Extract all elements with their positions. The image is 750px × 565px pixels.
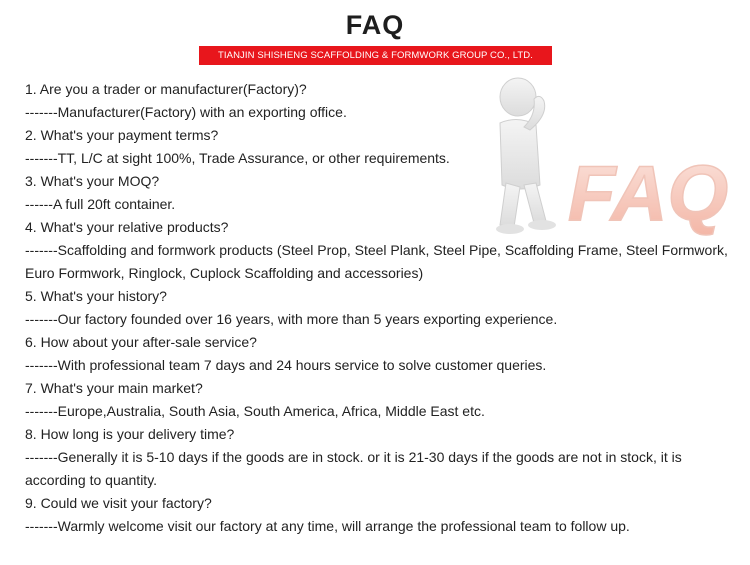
faq-question: 2. What's your payment terms? [25,127,219,143]
faq-item [25,423,730,492]
faq-item [25,492,730,538]
faq-answer: ------A full 20ft container. [25,196,176,212]
page-title: FAQ [345,10,405,40]
faq-list [25,78,730,538]
faq-item [25,331,730,377]
faq-item [25,377,730,423]
faq-question: 8. How long is your delivery time? [25,426,235,442]
faq-answer: -------Warmly welcome visit our factory at any time, will arrange the professional team to follow up. [25,518,630,534]
faq-item [25,124,730,170]
faq-answer: -------Our factory founded over 16 years, with more than 5 years exporting experience. [25,311,558,327]
company-banner: TIANJIN SHISHENG SCAFFOLDING & FORMWORK GROUP CO., LTD. [199,46,552,65]
faq-answer: -------Europe,Australia, South Asia, South America, Africa, Middle East etc. [25,403,485,419]
faq-item [25,78,730,124]
faq-item [25,170,730,216]
faq-question: 7. What's your main market? [25,380,203,396]
faq-answer: -------TT, L/C at sight 100%, Trade Assurance, or other requirements. [25,150,450,166]
faq-answer: -------Generally it is 5-10 days if the goods are in stock. or it is 21-30 days if the goods are not in stock, it is according to quantity. [25,449,682,488]
faq-answer: -------With professional team 7 days and 24 hours service to solve customer queries. [25,357,547,373]
faq-item [25,216,730,285]
faq-graphic-text: FAQ [567,149,729,237]
faq-answer: -------Manufacturer(Factory) with an exporting office. [25,104,347,120]
faq-question: 1. Are you a trader or manufacturer(Factory)? [25,81,307,97]
faq-question: 3. What's your MOQ? [25,173,160,189]
faq-question: 5. What's your history? [25,288,167,304]
faq-question: 6. How about your after-sale service? [25,334,257,350]
faq-answer: -------Scaffolding and formwork products (Steel Prop, Steel Plank, Steel Pipe, Scaffolding Frame, Steel Formwork, Euro Formwork, Ringlock, Cuplock Scaffolding and accessories) [25,242,728,281]
faq-question: 4. What's your relative products? [25,219,229,235]
faq-item [25,285,730,331]
faq-question: 9. Could we visit your factory? [25,495,212,511]
